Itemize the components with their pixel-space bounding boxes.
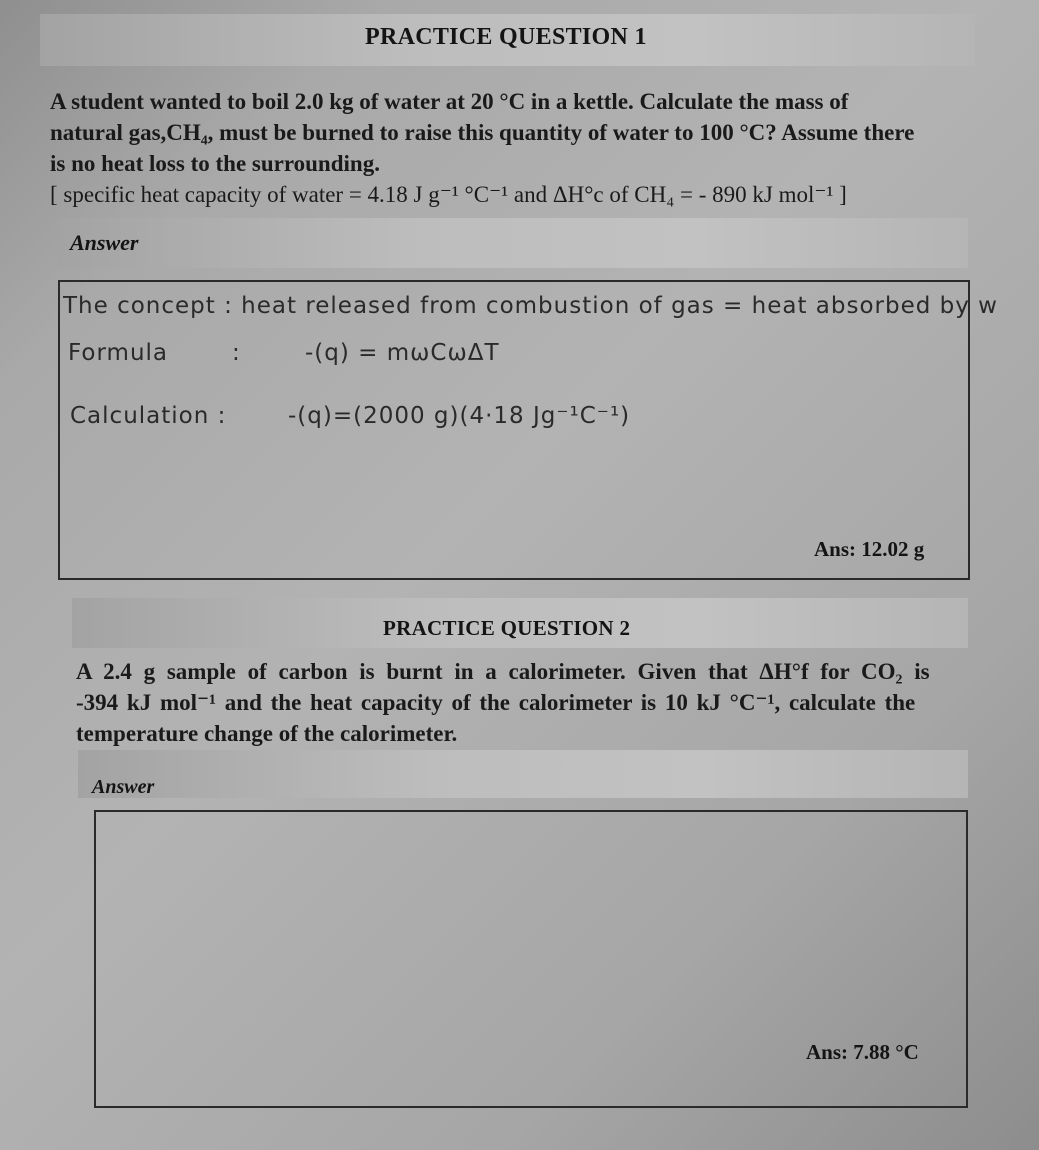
- q1-question-text: [50, 86, 990, 210]
- q1-line-2: natural gas,CH₄, must be burned to raise this quantity of water to 100 °C? Assume there: [50, 120, 915, 145]
- q2-line-2: -394 kJ mol⁻¹ and the heat capacity of the calorimeter is 10 kJ °C⁻¹, calculate the: [76, 690, 916, 715]
- q1-answer-bar: [58, 218, 968, 268]
- q1-calc-label: Calculation :: [70, 403, 227, 429]
- q2-line-1: A 2.4 g sample of carbon is burnt in a calorimeter. Given that ΔH°f for CO₂ is: [76, 659, 930, 684]
- q1-concept-line: The concept : heat released from combustion of gas = heat absorbed by w: [63, 293, 998, 319]
- q1-answer-value: Ans: 12.02 g: [814, 537, 925, 561]
- q1-formula-colon: :: [232, 340, 241, 366]
- q2-answer-bar: [78, 750, 968, 798]
- q1-line-3: is no heat loss to the surrounding.: [50, 151, 380, 176]
- q1-title: PRACTICE QUESTION 1: [365, 24, 647, 50]
- q1-line-4: [ specific heat capacity of water = 4.18 J g⁻¹ °C⁻¹ and ΔH°c of CH₄ = - 890 kJ mol⁻¹ ]: [50, 182, 847, 207]
- q2-title: PRACTICE QUESTION 2: [383, 616, 631, 640]
- q1-line-1: A student wanted to boil 2.0 kg of water at 20 °C in a kettle. Calculate the mass of: [50, 89, 849, 114]
- q2-question-text: [76, 656, 976, 749]
- q1-calc: -(q)=(2000 g)(4·18 Jg⁻¹C⁻¹): [288, 403, 631, 429]
- q1-answer-box: [58, 280, 970, 580]
- q1-answer-label: Answer: [70, 230, 139, 255]
- q2-answer-value: Ans: 7.88 °C: [806, 1040, 919, 1064]
- q2-answer-label: Answer: [92, 776, 155, 798]
- q1-formula: -(q) = mωCωΔT: [305, 340, 500, 366]
- q2-line-3: temperature change of the calorimeter.: [76, 721, 458, 746]
- q1-formula-label: Formula: [68, 340, 168, 366]
